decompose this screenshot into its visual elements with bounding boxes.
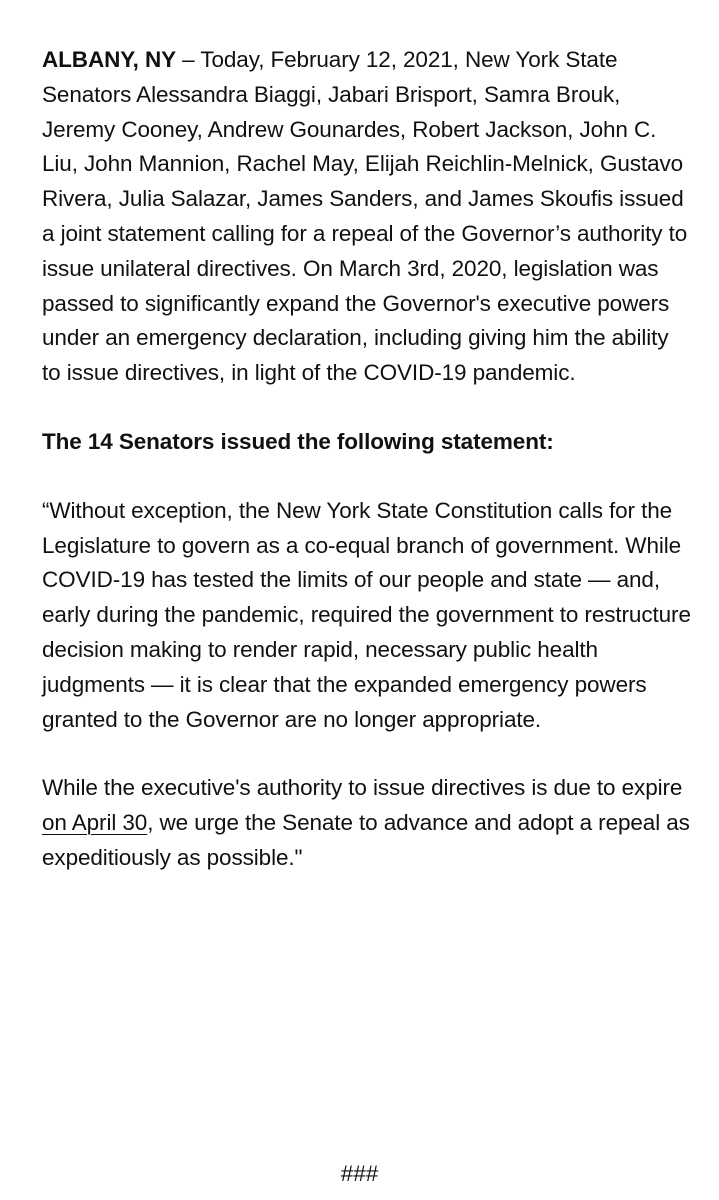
intro-text: – Today, February 12, 2021, New York State Senators Alessandra Biaggi, Jabari Brisport, Samra Brouk, Jeremy Cooney, Andrew Gounardes, Robert Jackson, John C. Liu, John Mannion, Rachel May, Elijah Reichlin-Melnick, Gustavo Rivera, Julia Salazar, James Sanders, and James Skoufis issued a joint statement calling for a repeal of the Governor’s authority to issue unilateral directives. On March 3rd, 2020, legislation was passed to significantly expand the Governor's executive powers under an emergency declaration, including giving him the ability to issue directives, in light of the COVID-19 pandemic.	[42, 47, 688, 386]
intro-paragraph	[42, 43, 692, 391]
dateline: ALBANY, NY	[42, 47, 177, 72]
closing-paragraph	[42, 771, 692, 875]
statement-heading: The 14 Senators issued the following statement:	[42, 428, 554, 454]
closing-text-end: , we urge the Senate to advance and adopt a repeal as expeditiously as possible."	[42, 810, 690, 870]
date-link[interactable]: on April 30	[42, 810, 148, 836]
closing-text-start: While the executive's authority to issue directives is due to expire	[42, 775, 683, 801]
end-mark: ###	[340, 1161, 379, 1186]
press-release-body	[42, 43, 692, 876]
quote-paragraph: “Without exception, the New York State Constitution calls for the Legislature to govern as a co-equal branch of government. While COVID-19 has tested the limits of our people and state — and, early during the pandemic, required the government to restructure decision making to render rapid, necessary public health judgments — it is clear that the expanded emergency powers granted to the Governor are no longer appropriate.	[42, 497, 691, 732]
